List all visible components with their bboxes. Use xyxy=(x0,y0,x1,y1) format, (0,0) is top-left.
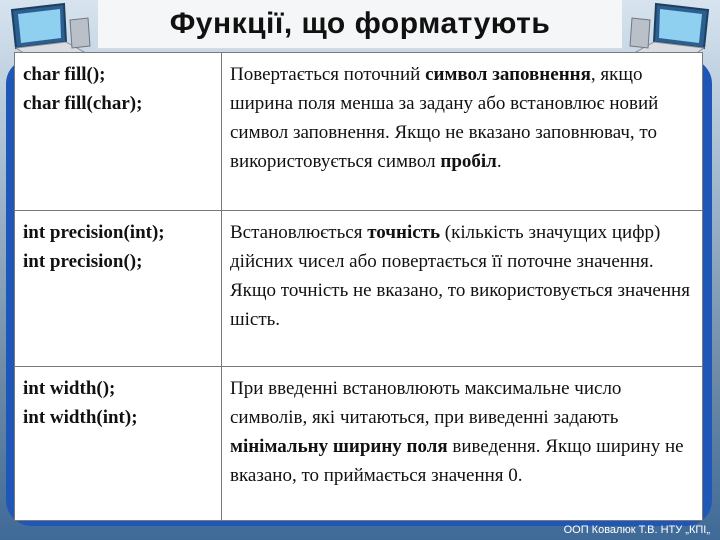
description-text: . xyxy=(496,151,502,172)
signature-line: char fill(); xyxy=(23,64,106,85)
signature-line: char fill(char); xyxy=(23,93,143,114)
title-bar xyxy=(98,0,622,49)
description-bold-term: символ заповнення xyxy=(425,64,591,85)
description-bold-term: мінімальну ширину поля xyxy=(230,436,448,457)
description-text: Встановлюється xyxy=(230,222,368,243)
page-title: Функції, що форматують xyxy=(169,7,551,40)
description-text: При введенні встановлюють максимальне число символів, які читаються, при виведенні задають xyxy=(230,378,622,428)
footer-credit: ООП Ковалюк Т.В. НТУ „КПІ„ xyxy=(563,524,710,536)
description-bold-term: точність xyxy=(367,222,441,243)
signature-line: int precision(); xyxy=(23,251,143,272)
description-cell xyxy=(222,211,703,367)
signature-cell xyxy=(15,367,222,521)
table-row xyxy=(15,53,703,211)
description-text: виведення. Якщо ширину не вказано, то приймається значення 0. xyxy=(230,436,684,486)
description-cell xyxy=(222,53,703,211)
table-row xyxy=(15,211,703,367)
description-text: Повертається поточний xyxy=(230,64,426,85)
signature-line: int precision(int); xyxy=(23,222,165,243)
description-bold-term: пробіл xyxy=(440,151,497,172)
description-text: (кількість значущих цифр) дійсних чисел або повертається її поточне значення. Якщо точність не вказано, то використовується значення шість. xyxy=(230,222,690,330)
signature-line: int width(); xyxy=(23,378,116,399)
table-row xyxy=(15,367,703,521)
signature-cell xyxy=(15,211,222,367)
description-text: , якщо ширина поля менша за задану або встановлює новий символ заповнення. Якщо не вказано заповнювач, то використовується символ xyxy=(230,64,659,172)
description-cell xyxy=(222,367,703,521)
formatting-functions-table xyxy=(14,52,703,521)
signature-cell xyxy=(15,53,222,211)
signature-line: int width(int); xyxy=(23,407,138,428)
